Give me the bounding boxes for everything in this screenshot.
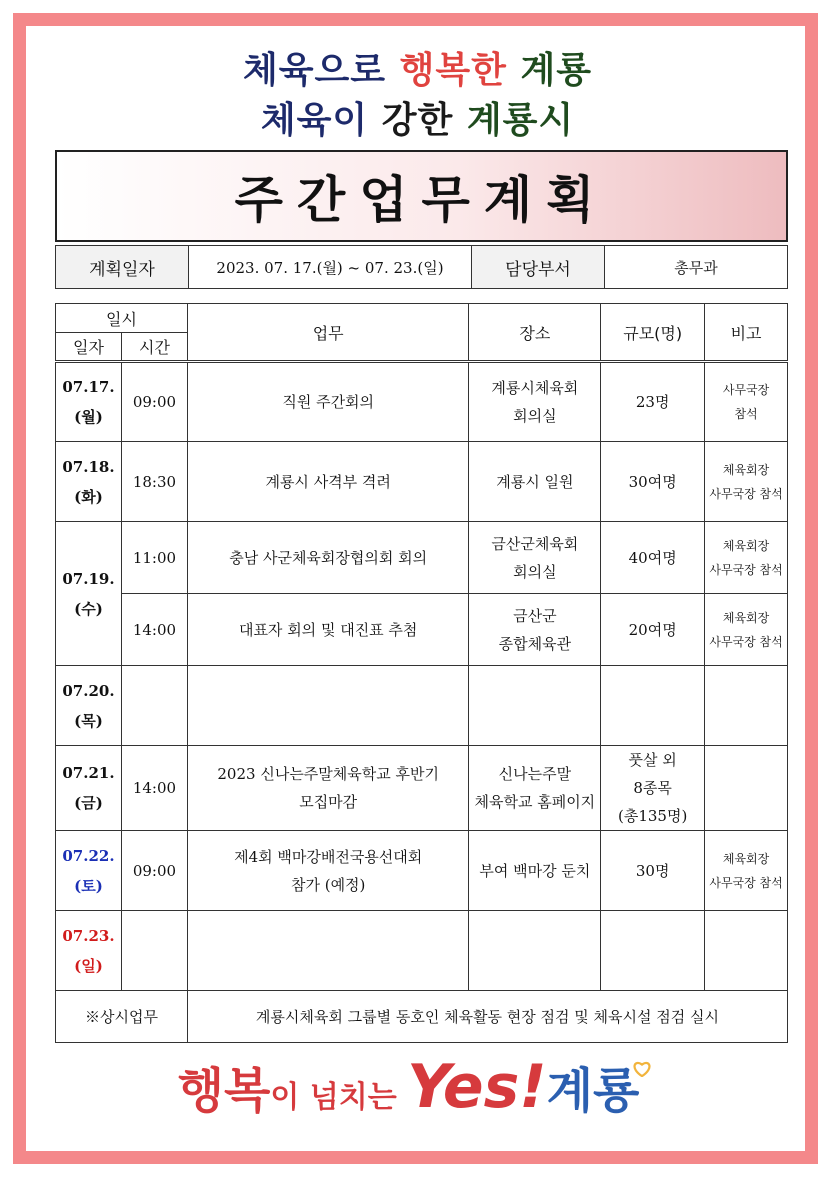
date-text: 07.23.	[62, 926, 115, 945]
cell-line: 직원 주간회의	[282, 393, 375, 411]
note-cell	[705, 831, 788, 911]
cell-line: 금산군체육회	[491, 534, 579, 553]
cell-line: 20여명	[628, 620, 677, 639]
date-cell	[56, 362, 122, 442]
task-cell	[187, 746, 469, 831]
header-note: 비고	[705, 304, 788, 362]
cell-line: 제4회 백마강배전국용선대회	[234, 847, 423, 866]
date-cell	[56, 666, 122, 746]
place-cell	[469, 522, 601, 594]
slogan-word: 계룡	[520, 50, 593, 91]
cell-line: 40여명	[628, 548, 677, 567]
schedule-table	[55, 303, 788, 1043]
cell-line: 체육회장	[722, 610, 770, 625]
logo-word: 계룡	[546, 1063, 640, 1119]
note-cell	[705, 362, 788, 442]
weekday-text: (금)	[74, 794, 103, 812]
place-cell	[469, 666, 601, 746]
slogan-line-1	[0, 42, 835, 93]
scale-cell	[601, 362, 705, 442]
cell-line: 대표자 회의 및 대진표 추첨	[238, 620, 418, 639]
regular-task-label: ※상시업무	[56, 991, 188, 1043]
title-banner	[55, 150, 788, 242]
task-cell	[187, 362, 469, 442]
note-cell	[705, 911, 788, 991]
note-cell	[705, 666, 788, 746]
cell-line: 회의실	[513, 407, 557, 425]
heart-icon	[633, 1061, 651, 1077]
cell-line: 체육회장	[722, 851, 770, 866]
cell-line: 종합체육관	[498, 634, 572, 653]
plan-date-label: 계획일자	[56, 246, 189, 289]
plan-date-value: 2023. 07. 17.(월) ~ 07. 23.(일)	[189, 246, 472, 289]
cell-line: 참석	[734, 407, 758, 421]
time-cell: 09:00	[121, 831, 187, 911]
page-title: 주간업무계획	[234, 171, 609, 229]
cell-line: 사무국장	[722, 383, 770, 397]
task-cell	[187, 911, 469, 991]
task-cell	[187, 594, 469, 666]
header-date: 일자	[56, 333, 122, 362]
slogan-word: 강한	[381, 100, 467, 141]
date-cell	[56, 746, 122, 831]
date-text: 07.20.	[62, 681, 115, 700]
time-cell: 09:00	[121, 362, 187, 442]
date-text: 07.18.	[62, 457, 115, 476]
weekday-text: (토)	[74, 876, 103, 895]
cell-line: 금산군	[513, 606, 557, 625]
regular-task-text: 계룡시체육회 그룹별 동호인 체육활동 현장 점검 및 체육시설 점검 실시	[187, 991, 787, 1043]
task-cell	[187, 666, 469, 746]
cell-line: 계룡시 사격부 격려	[265, 472, 391, 491]
note-cell	[705, 522, 788, 594]
date-cell	[56, 442, 122, 522]
logo-word: Yes!	[407, 1052, 547, 1122]
time-cell: 14:00	[121, 594, 187, 666]
dept-label: 담당부서	[472, 246, 605, 289]
scale-cell	[601, 746, 705, 831]
place-cell	[469, 746, 601, 831]
logo-word: 이 넘치는	[270, 1080, 408, 1115]
footer-logo	[0, 1052, 835, 1122]
task-cell	[187, 831, 469, 911]
slogan-word: 체육으로	[242, 50, 400, 91]
slogan-word: 행복한	[399, 50, 521, 91]
cell-line: 모집마감	[299, 793, 358, 811]
weekday-text: (월)	[74, 408, 103, 426]
cell-line: 풋살 외	[628, 751, 677, 769]
place-cell	[469, 442, 601, 522]
header-time: 시간	[121, 333, 187, 362]
time-cell: 18:30	[121, 442, 187, 522]
weekday-text: (화)	[74, 487, 103, 506]
weekday-text: (목)	[74, 711, 103, 730]
scale-cell	[601, 666, 705, 746]
dept-value: 총무과	[605, 246, 788, 289]
time-cell	[121, 666, 187, 746]
scale-cell	[601, 594, 705, 666]
place-cell	[469, 831, 601, 911]
scale-cell	[601, 911, 705, 991]
note-cell	[705, 746, 788, 831]
header-task: 업무	[187, 304, 469, 362]
place-cell	[469, 911, 601, 991]
cell-line: 회의실	[513, 562, 557, 581]
header-place: 장소	[469, 304, 601, 362]
date-text: 07.21.	[62, 764, 115, 782]
date-text: 07.17.	[62, 378, 115, 396]
cell-line: 부여 백마강 둔치	[479, 861, 591, 880]
place-cell	[469, 362, 601, 442]
cell-line: 30명	[635, 861, 670, 880]
cell-line: 참가 (예정)	[290, 875, 366, 894]
cell-line: 계룡시체육회	[491, 379, 579, 397]
cell-line: 체육회장	[722, 538, 770, 553]
plan-info-table	[55, 245, 788, 289]
slogan-line-2	[0, 92, 835, 143]
task-cell	[187, 442, 469, 522]
logo-word: 행복	[177, 1063, 271, 1119]
scale-cell	[601, 442, 705, 522]
cell-line: 30여명	[628, 472, 677, 491]
cell-line: 체육학교 홈페이지	[474, 793, 596, 811]
cell-line: 사무국장 참석	[709, 634, 783, 649]
cell-line: (총135명)	[618, 807, 688, 825]
place-cell	[469, 594, 601, 666]
time-cell	[121, 911, 187, 991]
weekday-text: (수)	[74, 599, 103, 618]
scale-cell	[601, 522, 705, 594]
cell-line: 2023 신나는주말체육학교 후반기	[217, 765, 439, 783]
note-cell	[705, 594, 788, 666]
date-text: 07.19.	[62, 569, 115, 588]
header-scale: 규모(명)	[601, 304, 705, 362]
header-datetime: 일시	[56, 304, 188, 333]
cell-line: 사무국장 참석	[709, 875, 783, 890]
date-cell	[56, 911, 122, 991]
slogan-word: 계룡시	[466, 100, 575, 141]
cell-line: 계룡시 일원	[496, 472, 574, 491]
cell-line: 체육회장	[722, 462, 770, 477]
date-cell	[56, 831, 122, 911]
cell-line: 23명	[635, 393, 670, 411]
note-cell	[705, 442, 788, 522]
weekday-text: (일)	[74, 956, 103, 975]
cell-line: 사무국장 참석	[709, 562, 783, 577]
date-cell	[56, 522, 122, 666]
cell-line: 8종목	[633, 779, 672, 797]
cell-line: 사무국장 참석	[709, 486, 783, 501]
slogan-word: 체육이	[260, 100, 382, 141]
task-cell	[187, 522, 469, 594]
scale-cell	[601, 831, 705, 911]
time-cell: 14:00	[121, 746, 187, 831]
cell-line: 신나는주말	[498, 765, 572, 783]
cell-line: 충남 사군체육회장협의회 회의	[229, 548, 428, 567]
date-text: 07.22.	[62, 846, 115, 865]
time-cell: 11:00	[121, 522, 187, 594]
